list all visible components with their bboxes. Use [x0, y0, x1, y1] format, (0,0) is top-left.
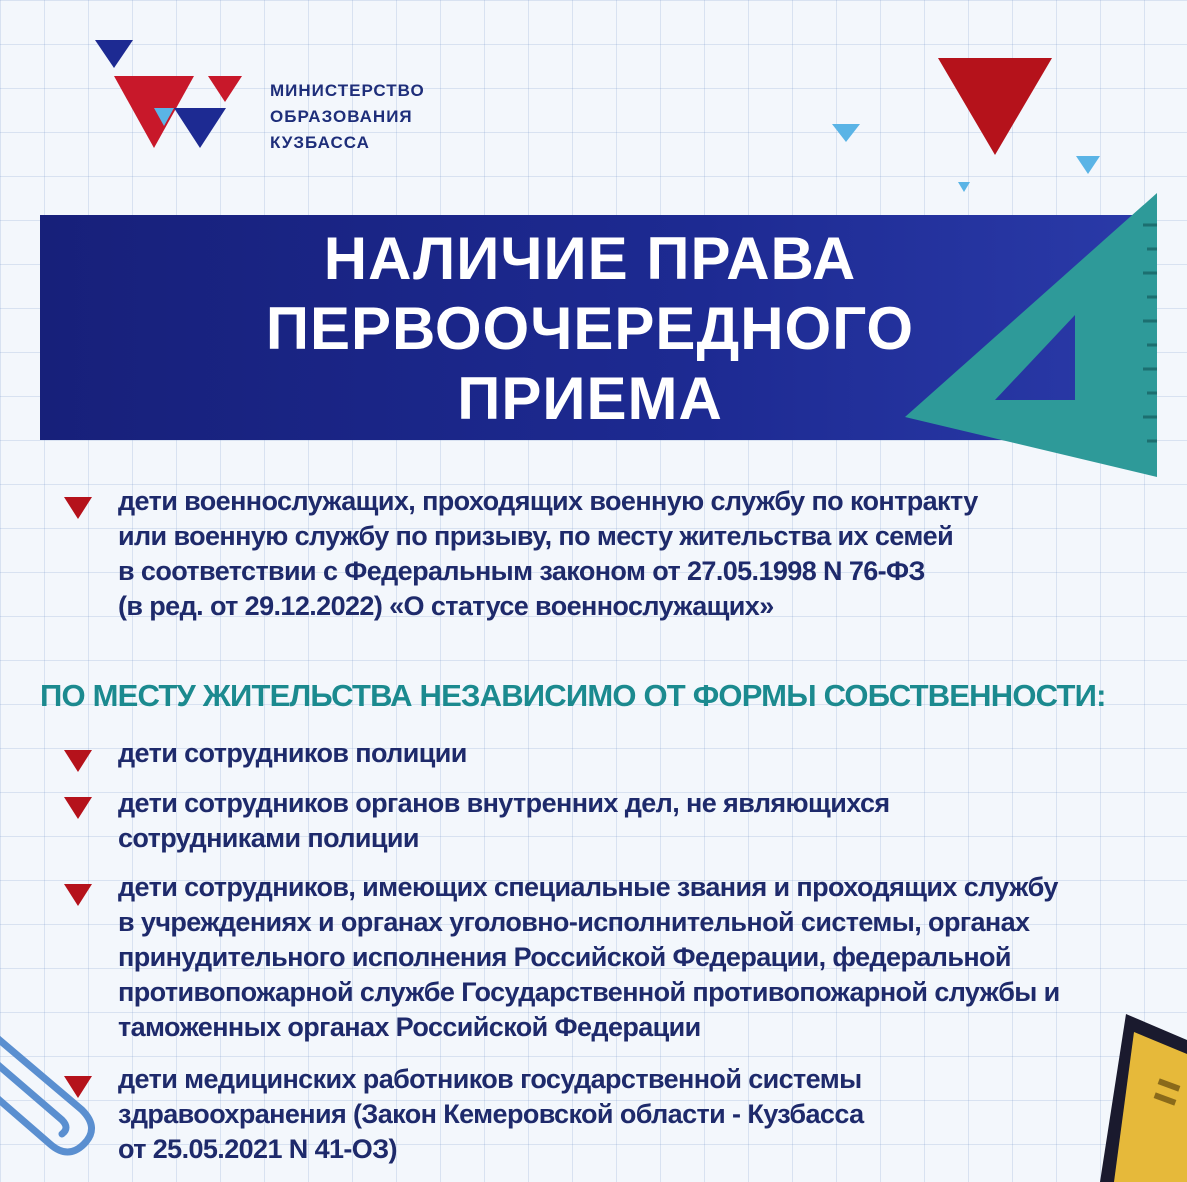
- list-item: [118, 484, 978, 624]
- set-square-icon: [895, 185, 1185, 490]
- red-triangle-large: [938, 58, 1052, 155]
- list-item-line: в соответствии с Федеральным законом от 27.05.1998 N 76-ФЗ: [118, 556, 925, 586]
- list-item-line: дети сотрудников органов внутренних дел, не являющихся: [118, 788, 890, 818]
- ministry-name-line: ОБРАЗОВАНИЯ: [270, 107, 413, 126]
- list-item-line: (в ред. от 29.12.2022) «О статусе военнослужащих»: [118, 591, 774, 621]
- title-line: ПЕРВООЧЕРЕДНОГО: [265, 295, 915, 362]
- blue-triangle-small-2: [1076, 156, 1100, 174]
- list-item-line: дети медицинских работников государственной системы: [118, 1064, 862, 1094]
- list-item: [118, 870, 1060, 1045]
- decorative-triangles: [820, 50, 1120, 200]
- list-item-line: от 25.05.2021 N 41-ОЗ): [118, 1134, 397, 1164]
- blue-triangle-small-1: [832, 124, 860, 142]
- list-item-line: или военную службу по призыву, по месту жительства их семей: [118, 521, 954, 551]
- list-item: [118, 786, 890, 856]
- ministry-logo-icon: [90, 38, 250, 153]
- bullet-icon: [64, 750, 92, 772]
- list-item-line: дети сотрудников, имеющих специальные звания и проходящих службу: [118, 872, 1058, 902]
- list-item: [118, 1062, 863, 1167]
- list-item-line: противопожарной службе Государственной противопожарной службы и: [118, 977, 1060, 1007]
- list-item-line: принудительного исполнения Российской Федерации, федеральной: [118, 942, 1011, 972]
- section-heading: ПО МЕСТУ ЖИТЕЛЬСТВА НЕЗАВИСИМО ОТ ФОРМЫ СОБСТВЕННОСТИ:: [40, 678, 1106, 713]
- list-item-line: сотрудниками полиции: [118, 823, 419, 853]
- notebook-icon: [1100, 1010, 1187, 1182]
- ministry-name-line: КУЗБАССА: [270, 133, 370, 152]
- list-item-line: дети военнослужащих, проходящих военную службу по контракту: [118, 486, 978, 516]
- list-item-line: дети сотрудников полиции: [118, 738, 467, 768]
- ministry-name: [270, 78, 425, 156]
- title-line: НАЛИЧИЕ ПРАВА: [323, 225, 857, 292]
- bullet-icon: [64, 797, 92, 819]
- list-item-line: в учреждениях и органах уголовно-исполнительной системы, органах: [118, 907, 1030, 937]
- list-item-line: здравоохранения (Закон Кемеровской области - Кузбасса: [118, 1099, 864, 1129]
- ministry-name-line: МИНИСТЕРСТВО: [270, 81, 425, 100]
- list-item-line: таможенных органах Российской Федерации: [118, 1012, 701, 1042]
- title-line: ПРИЕМА: [457, 365, 723, 432]
- paperclip-icon: [0, 1010, 110, 1170]
- list-item: [118, 736, 467, 771]
- bullet-icon: [64, 497, 92, 519]
- bullet-icon: [64, 884, 92, 906]
